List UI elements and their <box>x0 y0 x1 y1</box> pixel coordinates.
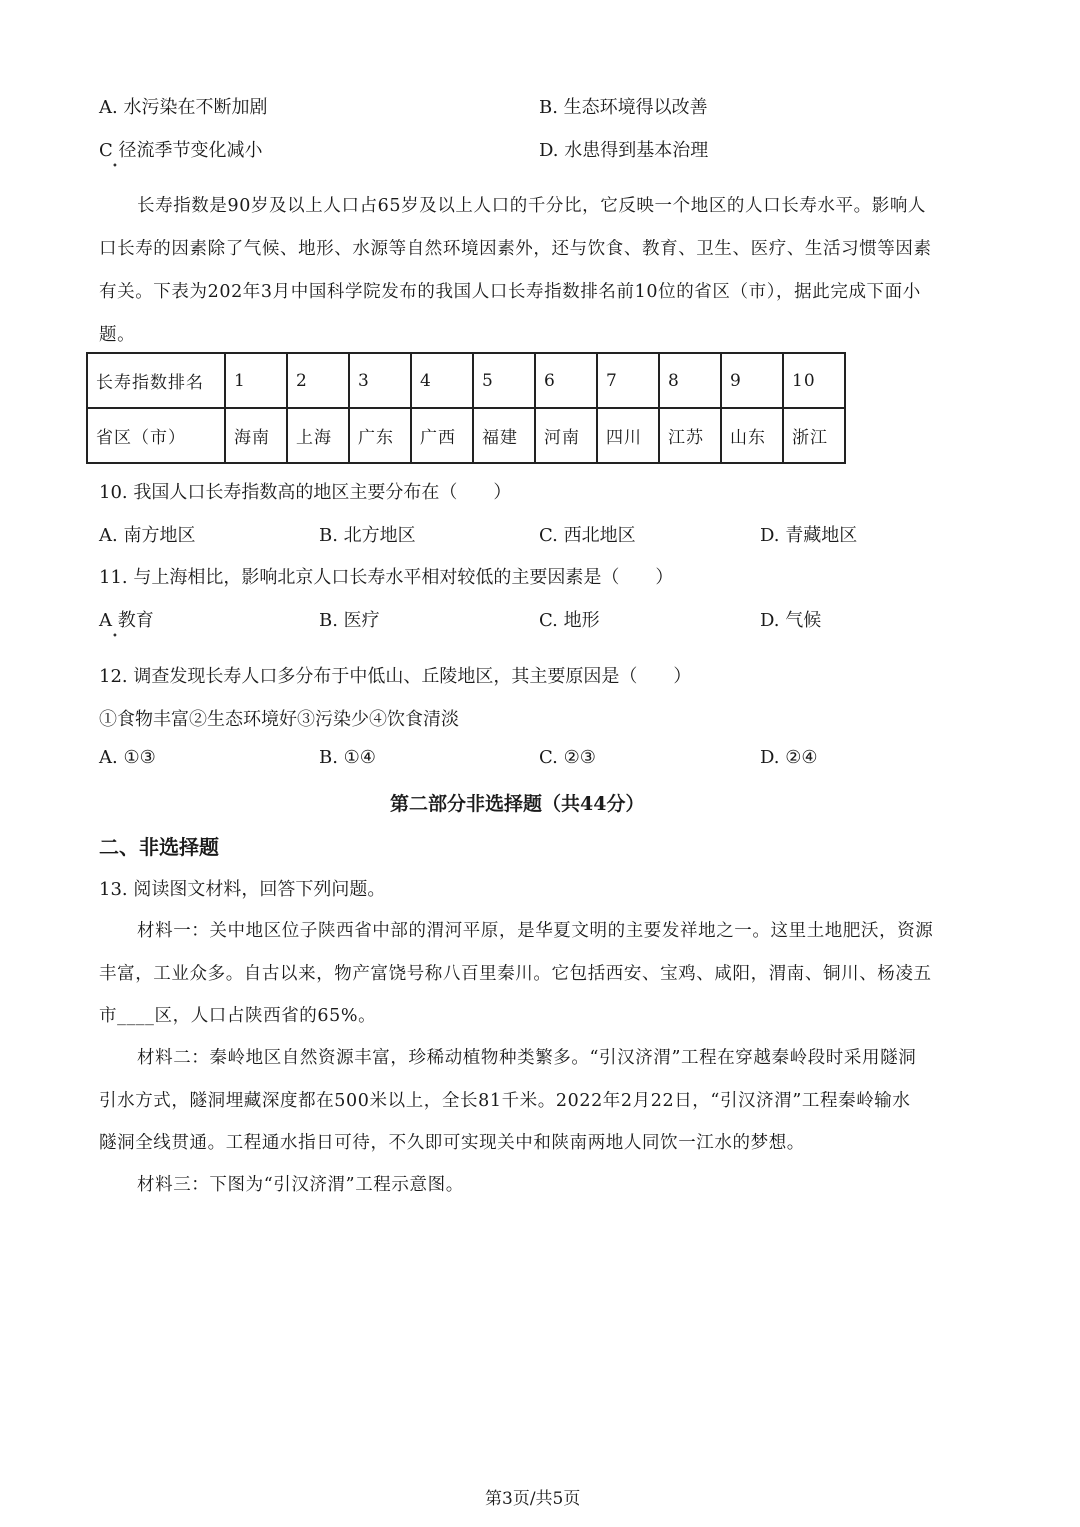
longevity-table <box>86 352 846 464</box>
q12-stem: 12. 调查发现长寿人口多分布于中低山、丘陵地区，其主要原因是（ ） <box>99 666 692 687</box>
q9-option-a: A. 水污染在不断加剧 <box>99 97 268 118</box>
material1-line-3: 市____区，人口占陕西省的65%。 <box>99 1006 377 1026</box>
q10-stem: 10. 我国人口长寿指数高的地区主要分布在（ ） <box>99 482 512 503</box>
rank-cell: 1 <box>225 353 287 408</box>
intro-line-2: 口长寿的因素除了气候、地形、水源等自然环境因素外，还与饮食、教育、卫生、医疗、生活习惯等因素 <box>99 239 932 259</box>
q12-option-c: C. ②③ <box>539 747 596 768</box>
table-row-provinces <box>87 408 845 463</box>
material2-line-2: 引水方式，隧洞埋藏深度都在500米以上，全长81千米。2022年2月22日，“引汉济渭”工程秦岭输水 <box>99 1091 911 1111</box>
rank-cell: 8 <box>659 353 721 408</box>
q9-option-b: B. 生态环境得以改善 <box>539 97 708 118</box>
table-row-ranks <box>87 353 845 408</box>
q13-stem: 13. 阅读图文材料，回答下列问题。 <box>99 879 386 900</box>
intro-line-1: 长寿指数是90岁及以上人口占65岁及以上人口的千分比，它反映一个地区的人口长寿水平。影响人 <box>137 196 927 216</box>
province-cell: 四川 <box>597 408 659 463</box>
q11-option-d: D. 气候 <box>760 610 822 631</box>
q10-option-a: A. 南方地区 <box>99 525 196 546</box>
rank-cell: 7 <box>597 353 659 408</box>
province-cell: 福建 <box>473 408 535 463</box>
q12-option-a: A. ①③ <box>99 747 156 768</box>
province-cell: 河南 <box>535 408 597 463</box>
q11-option-a: A 教育 <box>99 610 154 631</box>
q12-option-b: B. ①④ <box>319 747 376 768</box>
material1-line-2: 丰富，工业众多。自古以来，物产富饶号称八百里秦川。它包括西安、宝鸡、咸阳，渭南、铜川、杨凌五 <box>99 964 932 984</box>
q10-option-d: D. 青藏地区 <box>760 525 858 546</box>
intro-line-3: 有关。下表为202年3月中国科学院发布的我国人口长寿指数排名前10位的省区（市），据此完成下面小 <box>99 282 921 302</box>
rank-cell: 3 <box>349 353 411 408</box>
section2-title: 二、非选择题 <box>99 835 219 859</box>
intro-line-4: 题。 <box>99 325 136 345</box>
rank-cell: 2 <box>287 353 349 408</box>
rank-cell: 9 <box>721 353 783 408</box>
material1-line-1: 材料一：关中地区位子陕西省中部的渭河平原，是华夏文明的主要发祥地之一。这里土地肥沃，资源 <box>137 921 934 941</box>
province-cell: 广东 <box>349 408 411 463</box>
q12-choices: ①食物丰富②生态环境好③污染少④饮食清淡 <box>99 709 459 730</box>
q9-option-d: D. 水患得到基本治理 <box>539 140 709 161</box>
q11-option-c: C. 地形 <box>539 610 600 631</box>
table-header-rank: 长寿指数排名 <box>87 353 225 408</box>
material3-line-1: 材料三：下图为“引汉济渭”工程示意图。 <box>137 1175 464 1195</box>
rank-cell: 10 <box>783 353 845 408</box>
province-cell: 浙江 <box>783 408 845 463</box>
table-header-province: 省区（市） <box>87 408 225 463</box>
province-cell: 江苏 <box>659 408 721 463</box>
province-cell: 广西 <box>411 408 473 463</box>
stray-dot: • <box>112 161 118 172</box>
part2-title: 第二部分非选择题（共44分） <box>390 793 645 815</box>
rank-cell: 6 <box>535 353 597 408</box>
q11-stem: 11. 与上海相比，影响北京人口长寿水平相对较低的主要因素是（ ） <box>99 567 674 588</box>
q10-option-b: B. 北方地区 <box>319 525 416 546</box>
province-cell: 山东 <box>721 408 783 463</box>
rank-cell: 5 <box>473 353 535 408</box>
material2-line-1: 材料二：秦岭地区自然资源丰富，珍稀动植物种类繁多。“引汉济渭”工程在穿越秦岭段时采用隧洞 <box>137 1048 917 1068</box>
q9-option-c: C 径流季节变化减小 <box>99 140 263 161</box>
province-cell: 上海 <box>287 408 349 463</box>
q12-option-d: D. ②④ <box>760 747 818 768</box>
stray-dot: • <box>112 631 118 642</box>
q10-option-c: C. 西北地区 <box>539 525 636 546</box>
material2-line-3: 隧洞全线贯通。工程通水指日可待，不久即可实现关中和陕南两地人同饮一江水的梦想。 <box>99 1133 805 1153</box>
province-cell: 海南 <box>225 408 287 463</box>
q11-option-b: B. 医疗 <box>319 610 380 631</box>
page-footer: 第3页/共5页 <box>485 1489 581 1509</box>
rank-cell: 4 <box>411 353 473 408</box>
